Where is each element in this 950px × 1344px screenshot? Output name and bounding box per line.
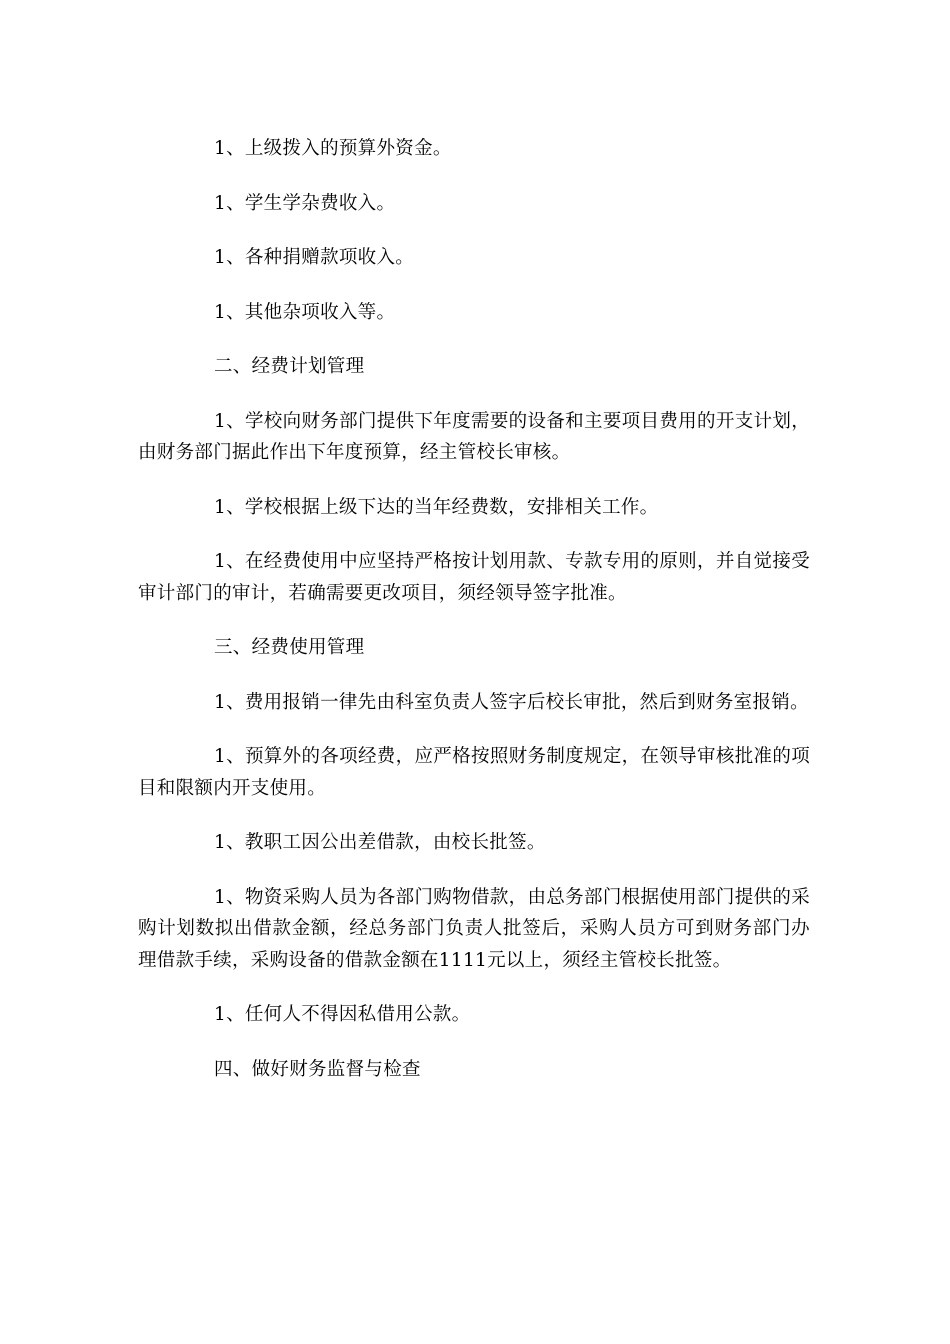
- paragraph: 1、其他杂项收入等。: [214, 301, 396, 323]
- section-heading: 三、经费使用管理: [214, 637, 365, 658]
- document-body: [138, 133, 810, 1108]
- paragraph: 1、任何人不得因私借用公款。: [214, 1004, 471, 1025]
- paragraph: 1、物资采购人员为各部门购物借款，由总务部门根据使用部门提供的采购计划数拟出借款金额，经总务部门负责人批签后，采购人员方可到财务部门办理借款手续，采购设备的借款金额在1111元以上，须经主管校长批签。: [138, 886, 810, 971]
- paragraph: 1、学校向财务部门提供下年度需要的设备和主要项目费用的开支计划，由财务部门据此作出下年度预算，经主管校长审核。: [138, 410, 810, 463]
- paragraph: 1、上级拨入的预算外资金。: [214, 138, 452, 159]
- section-heading: 二、经费计划管理: [214, 356, 365, 377]
- paragraph: 1、教职工因公出差借款，由校长批签。: [214, 832, 546, 853]
- paragraph: 1、学生学杂费收入。: [214, 192, 396, 214]
- section-heading: 四、做好财务监督与检查: [214, 1058, 421, 1080]
- paragraph: 1、在经费使用中应坚持严格按计划用款、专款专用的原则，并自觉接受审计部门的审计，若确需要更改项目，须经领导签字批准。: [138, 551, 810, 604]
- paragraph: 1、预算外的各项经费，应严格按照财务制度规定，在领导审核批准的项目和限额内开支使用。: [138, 746, 810, 799]
- paragraph: 1、费用报销一律先由科室负责人签字后校长审批，然后到财务室报销。: [214, 691, 809, 713]
- paragraph: 1、学校根据上级下达的当年经费数，安排相关工作。: [214, 496, 659, 518]
- paragraph: 1、各种捐赠款项收入。: [214, 247, 415, 268]
